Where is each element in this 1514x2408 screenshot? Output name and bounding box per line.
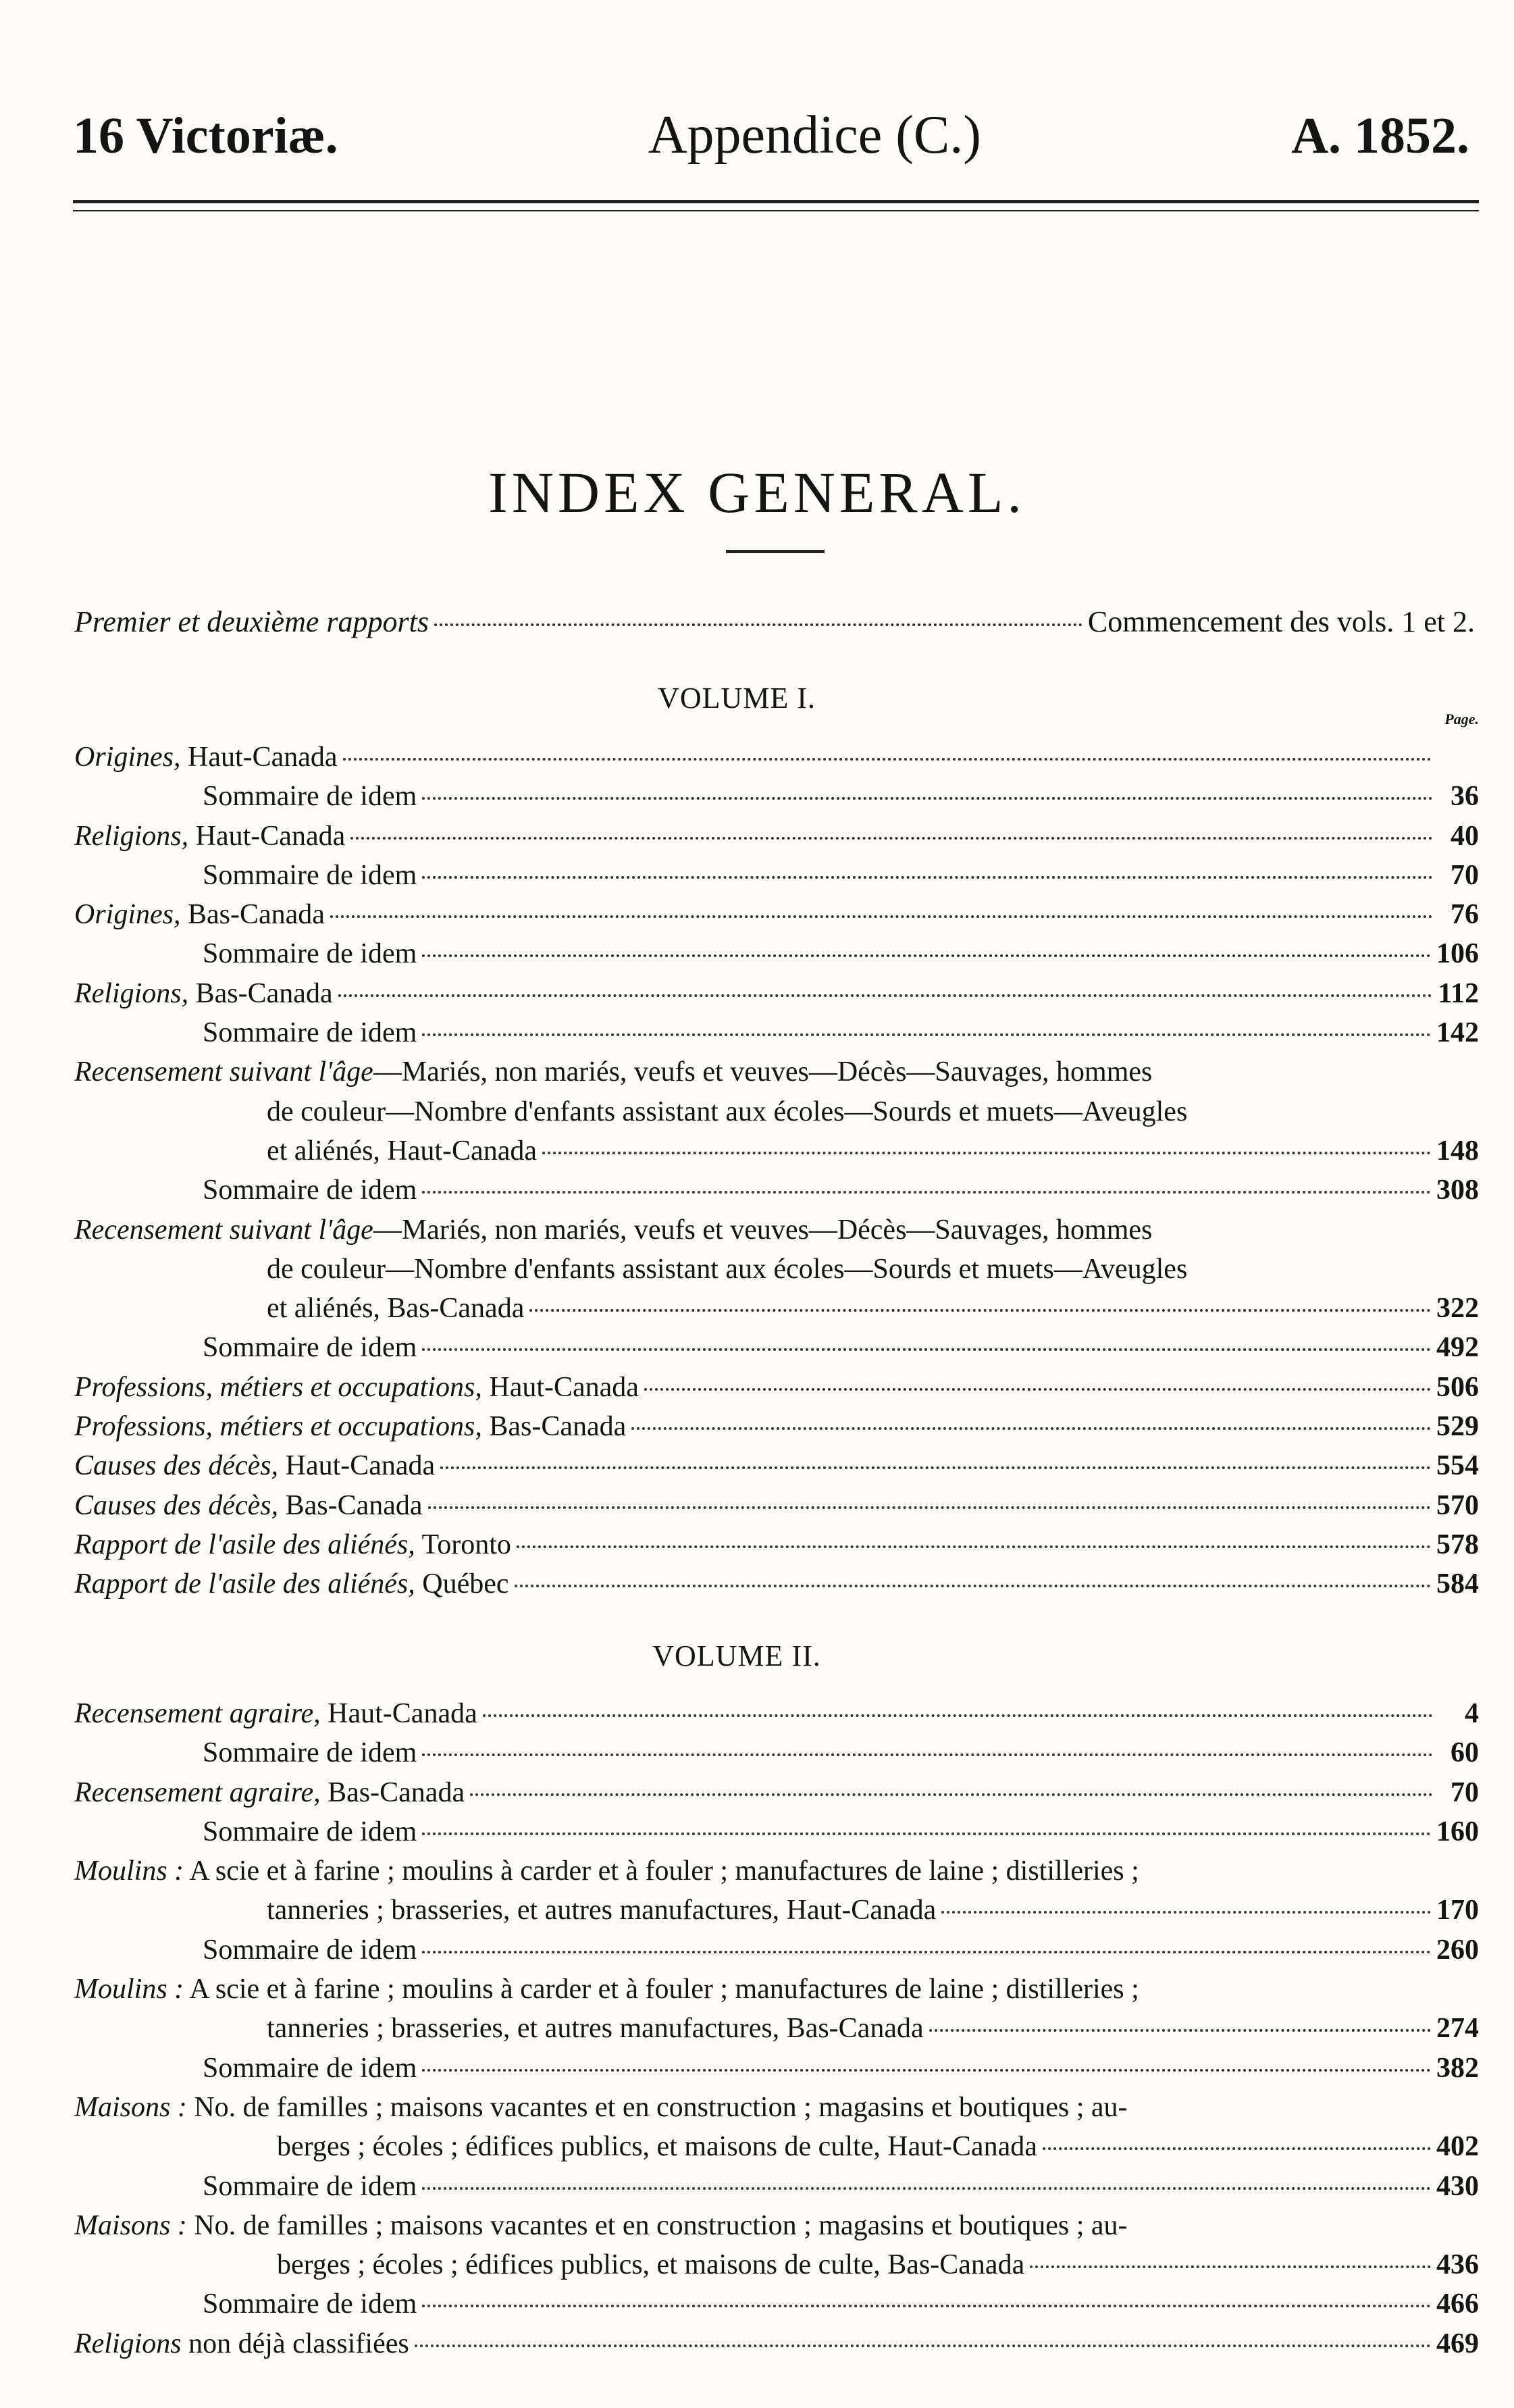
entry-text: Sommaire de idem (203, 781, 417, 813)
entry-heading: Religions, (74, 977, 189, 1009)
dot-leader (483, 1714, 1433, 1717)
index-entry (74, 1525, 1479, 1564)
dot-leader (515, 1585, 1431, 1587)
page-title: INDEX GENERAL. (488, 459, 1026, 525)
entry-text: de couleur—Nombre d'enfants assistant aux écoles—Sourds et muets—Aveugles (267, 1253, 1188, 1285)
entry-heading: Recensement agraire, (74, 1776, 321, 1808)
entry-text: Haut-Canada (278, 1450, 436, 1482)
entry-heading: Maisons : (74, 2209, 187, 2241)
page-number: 76 (1451, 899, 1479, 931)
dot-leader (644, 1388, 1431, 1391)
index-subentry (74, 2167, 1479, 2206)
page-number: 402 (1436, 2131, 1479, 2163)
index-entry (74, 1970, 1479, 2009)
entry-text: Sommaire de idem (203, 2288, 417, 2320)
volume-2-heading: VOLUME II. (652, 1639, 821, 1672)
page-number: 106 (1436, 938, 1479, 970)
dot-leader (1043, 2147, 1431, 2150)
page-number: 529 (1436, 1411, 1479, 1443)
dot-leader (941, 1911, 1431, 1914)
index-entry (74, 1210, 1479, 1250)
entry-text: Bas-Canada (180, 899, 325, 931)
page-number: 40 (1451, 820, 1479, 852)
index-entry (74, 1446, 1479, 1485)
index-entry (74, 2206, 1479, 2245)
index-entry-continuation (74, 1092, 1479, 1131)
page-number: 578 (1436, 1529, 1479, 1560)
entry-heading: Maisons : (74, 2091, 187, 2123)
entry-heading: Moulins : (74, 1855, 184, 1887)
entry-text: Haut-Canada (481, 1371, 639, 1403)
entry-heading: Origines, (74, 899, 181, 931)
entry-text: Sommaire de idem (203, 859, 417, 891)
title-divider (726, 550, 825, 553)
intro-entry (74, 603, 1475, 641)
entry-heading: Religions (74, 2328, 182, 2359)
index-entry (74, 1407, 1479, 1446)
dot-leader (422, 2305, 1431, 2307)
entry-text: No. de familles ; maisons vacantes et en construction ; magasins et boutiques ; au- (186, 2209, 1128, 2241)
index-subentry (74, 934, 1479, 973)
header-year: A. 1852. (1291, 107, 1469, 164)
dot-leader (338, 994, 1433, 997)
dot-leader (542, 1152, 1431, 1154)
entry-text: A scie et à farine ; moulins à carder et à fouler ; manufactures de laine ; distilleries ; (184, 1974, 1139, 2005)
dot-leader (470, 1793, 1433, 1796)
dot-leader (1030, 2265, 1431, 2268)
volume-1-heading: VOLUME I. (658, 682, 816, 715)
index-entry (74, 895, 1479, 934)
index-entry-continuation (74, 2245, 1479, 2284)
entry-heading: Professions, métiers et occupations, (74, 1411, 482, 1443)
entry-text: et aliénés, Haut-Canada (267, 1135, 537, 1167)
entry-text: —Mariés, non mariés, veufs et veuves—Décès—Sauvages, hommes (373, 1056, 1153, 1088)
page-number: 382 (1436, 2052, 1479, 2084)
page-number: 36 (1451, 781, 1479, 813)
page-column-label: Page. (1444, 711, 1479, 727)
dot-leader (330, 915, 1433, 918)
dot-leader (415, 2345, 1431, 2347)
entry-text: de couleur—Nombre d'enfants assistant aux écoles—Sourds et muets—Aveugles (267, 1096, 1188, 1127)
entry-heading: Recensement suivant l'âge (74, 1056, 373, 1088)
entry-heading: Moulins : (74, 1974, 184, 2005)
index-subentry (74, 1930, 1479, 1970)
dot-leader (517, 1545, 1431, 1548)
entry-heading: Origines, (74, 742, 181, 773)
index-entry (74, 817, 1479, 856)
index-entry-continuation (74, 2127, 1479, 2166)
index-subentry (74, 1328, 1479, 1367)
index-subentry (74, 2049, 1479, 2088)
page-number: 570 (1436, 1489, 1479, 1521)
dot-leader (422, 1033, 1431, 1036)
page-number: 584 (1436, 1568, 1479, 1600)
index-subentry (74, 1013, 1479, 1052)
index-entry (74, 2088, 1479, 2127)
index-entry-continuation (74, 1131, 1479, 1171)
entry-heading: Rapport de l'asile des aliénés, (74, 1568, 415, 1600)
entry-text: berges ; écoles ; édifices publics, et maisons de culte, Bas-Canada (277, 2249, 1025, 2281)
page-number: 322 (1436, 1293, 1479, 1325)
dot-leader (422, 1753, 1433, 1756)
page-number: 506 (1436, 1371, 1479, 1403)
dot-leader (440, 1466, 1431, 1469)
header-rule-thick (73, 200, 1479, 203)
dot-leader (422, 876, 1433, 879)
dot-leader (428, 1506, 1431, 1509)
dot-leader (422, 1833, 1431, 1835)
entry-text: Sommaire de idem (203, 2170, 417, 2202)
header-session: 16 Victoriæ. (73, 107, 338, 164)
page-number: 436 (1436, 2249, 1479, 2281)
index-entry (74, 738, 1479, 777)
page-number: 148 (1436, 1135, 1479, 1167)
index-entry (74, 1851, 1479, 1891)
entry-text: tanneries ; brasseries, et autres manufactures, Bas-Canada (267, 2013, 924, 2045)
page-number: 430 (1436, 2170, 1479, 2202)
entry-text: Toronto (415, 1529, 511, 1560)
index-entry-continuation (74, 1250, 1479, 1289)
index-entry (74, 1694, 1479, 1733)
dot-leader (631, 1427, 1431, 1430)
entry-text: Québec (415, 1568, 509, 1600)
dot-leader (350, 837, 1433, 840)
page-number: 260 (1436, 1934, 1479, 1966)
dot-leader (929, 2029, 1431, 2032)
dot-leader (343, 758, 1432, 761)
index-entry-continuation (74, 2009, 1479, 2048)
page-number: 170 (1436, 1895, 1479, 1926)
entry-heading: Causes des décès, (74, 1489, 279, 1521)
page-number: 112 (1438, 977, 1479, 1009)
dot-leader (529, 1309, 1431, 1312)
index-entry (74, 1368, 1479, 1407)
entry-text: Sommaire de idem (203, 1737, 417, 1769)
index-subentry (74, 2284, 1479, 2324)
index-entry-continuation (74, 1289, 1479, 1328)
page-number: 492 (1436, 1332, 1479, 1364)
entry-text: Sommaire de idem (203, 1934, 417, 1966)
entry-text: Sommaire de idem (203, 1017, 417, 1049)
entry-text: Bas-Canada (278, 1489, 423, 1521)
index-entry (74, 1773, 1479, 1812)
index-entry-continuation (74, 1891, 1479, 1930)
entry-heading: Causes des décès, (74, 1450, 279, 1482)
index-entry (74, 1052, 1479, 1092)
dot-leader (422, 2069, 1431, 2072)
entry-text: tanneries ; brasseries, et autres manufactures, Haut-Canada (267, 1895, 937, 1926)
entry-text: Sommaire de idem (203, 938, 417, 970)
dot-leader (434, 623, 1082, 626)
entry-text: Sommaire de idem (203, 1332, 417, 1364)
index-subentry (74, 777, 1479, 816)
index-subentry (74, 1733, 1479, 1772)
dot-leader (422, 1191, 1431, 1194)
page-number: 4 (1465, 1698, 1479, 1729)
entry-text: Sommaire de idem (203, 2052, 417, 2084)
entry-heading: Professions, métiers et occupations, (74, 1371, 482, 1403)
entry-text: Haut-Canada (188, 820, 346, 852)
page-number: 274 (1436, 2013, 1479, 2045)
entry-heading: Rapport de l'asile des aliénés, (74, 1529, 415, 1560)
index-subentry (74, 1171, 1479, 1210)
header-appendix: Appendice (C.) (648, 105, 981, 165)
entry-heading: Recensement suivant l'âge (74, 1214, 373, 1246)
entry-text: —Mariés, non mariés, veufs et veuves—Décès—Sauvages, hommes (373, 1214, 1153, 1246)
entry-text: Sommaire de idem (203, 1175, 417, 1206)
index-entry (74, 974, 1479, 1013)
volume-2-entries (74, 1694, 1479, 2363)
page-number: 469 (1436, 2328, 1479, 2359)
index-subentry (74, 856, 1479, 895)
page-number: 466 (1436, 2288, 1479, 2320)
page-number: 70 (1451, 1776, 1479, 1808)
entry-text: Sommaire de idem (203, 1816, 417, 1847)
index-subentry (74, 1812, 1479, 1851)
entry-text: A scie et à farine ; moulins à carder et à fouler ; manufactures de laine ; distilleries ; (184, 1855, 1139, 1887)
dot-leader (422, 954, 1431, 957)
dot-leader (422, 1348, 1431, 1351)
dot-leader (422, 2187, 1431, 2190)
page-number: 142 (1436, 1017, 1479, 1049)
page-number: 60 (1451, 1737, 1479, 1769)
index-entry (74, 1564, 1479, 1604)
page-number: 70 (1451, 859, 1479, 891)
page-number: 554 (1436, 1450, 1479, 1482)
intro-reference: Commencement des vols. 1 et 2. (1087, 605, 1475, 638)
entry-text: Haut-Canada (180, 742, 338, 773)
entry-text: No. de familles ; maisons vacantes et en construction ; magasins et boutiques ; au- (186, 2091, 1128, 2123)
entry-text: Bas-Canada (320, 1776, 465, 1808)
running-header (73, 105, 1469, 165)
entry-heading: Recensement agraire, (74, 1698, 321, 1729)
entry-heading: Religions, (74, 820, 189, 852)
page-number: 160 (1436, 1816, 1479, 1847)
index-entry (74, 1486, 1479, 1525)
entry-text: Bas-Canada (188, 977, 333, 1009)
intro-label: Premier et deuxième rapports (74, 605, 429, 638)
page-number: 308 (1436, 1175, 1479, 1206)
entry-text: non déjà classifiées (181, 2328, 409, 2359)
entry-text: Bas-Canada (481, 1411, 627, 1443)
entry-text: Haut-Canada (320, 1698, 477, 1729)
dot-leader (422, 1951, 1431, 1953)
header-rule-thin (73, 210, 1479, 211)
entry-text: berges ; écoles ; édifices publics, et maisons de culte, Haut-Canada (277, 2131, 1037, 2163)
entry-text: et aliénés, Bas-Canada (267, 1293, 525, 1325)
dot-leader (422, 797, 1433, 800)
index-entry (74, 2324, 1479, 2363)
volume-1-entries (74, 738, 1479, 1604)
